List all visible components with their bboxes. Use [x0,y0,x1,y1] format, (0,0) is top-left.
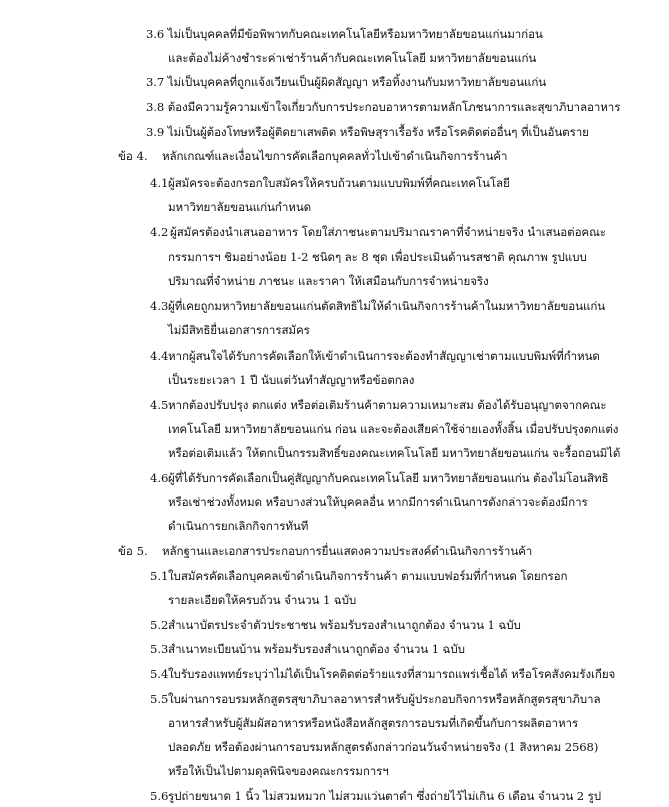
section-4-heading: หลักเกณฑ์และเงื่อนไขการคัดเลือกบุคคลทั่วไปเข้าดำเนินกิจการร้านค้า [162,149,508,163]
item-5-2-number: 5.2 [150,618,169,632]
item-4-6-line-1: ผู้ที่ได้รับการคัดเลือกเป็นคู่สัญญากับคณะเทคโนโลยี มหาวิทยาลัยขอนแก่น ต้องไม่โอนสิทธิ [168,471,609,485]
item-4-3-line-2: ไม่มีสิทธิยื่นเอกสารการสมัคร [168,323,310,337]
item-4-5-line-2: เทคโนโลยี มหาวิทยาลัยขอนแก่น ก่อน และจะต้องเสียค่าใช้จ่ายเองทั้งสิ้น เมื่อปรับปรุงตกแต่ง [168,422,619,436]
item-4-5-number: 4.5 [150,398,169,412]
item-4-2-line-3: ปริมาณที่จำหน่าย ภาชนะ และราคา ให้เสมือนกับการจำหน่ายจริง [168,274,489,288]
item-5-6-line-1: รูปถ่ายขนาด 1 นิ้ว ไม่สวมหมวก ไม่สวมแว่นตาดำ ซึ่งถ่ายไว้ไม่เกิน 6 เดือน จำนวน 2 รูป [168,789,602,803]
section-4-number: ข้อ 4. [118,149,148,163]
item-5-1-line-1: ใบสมัครคัดเลือกบุคคลเข้าดำเนินกิจการร้านค้า ตามแบบฟอร์มที่กำหนด โดยกรอก [168,569,568,583]
section-5-number: ข้อ 5. [118,544,148,558]
item-3-9: 3.9 ไม่เป็นผู้ต้องโทษหรือผู้ติดยาเสพติด หรือพิษสุราเรื้อรัง หรือโรคติดต่ออื่นๆ ที่เป็นอันตราย [146,125,589,139]
item-5-2-line-1: สำเนาบัตรประจำตัวประชาชน พร้อมรับรองสำเนาถูกต้อง จำนวน 1 ฉบับ [168,618,521,632]
item-4-1-line-1: ผู้สมัครจะต้องกรอกใบสมัครให้ครบถ้วนตามแบบพิมพ์ที่คณะเทคโนโลยี [168,176,510,190]
item-5-3-number: 5.3 [150,642,169,656]
item-5-5-line-3: ปลอดภัย หรือต้องผ่านการอบรมหลักสูตรดังกล่าวก่อนวันจำหน่ายจริง (1 สิงหาคม 2568) [168,740,599,754]
item-4-6-line-3: ดำเนินการยกเลิกกิจการทันที [168,519,309,533]
item-4-6-number: 4.6 [150,471,169,485]
item-3-7: 3.7 ไม่เป็นบุคคลที่ถูกแจ้งเวียนเป็นผู้ผิดสัญญา หรือทิ้งงานกับมหาวิทยาลัยขอนแก่น [146,75,547,89]
item-5-4-number: 5.4 [150,667,169,681]
item-4-2-number: 4.2 [150,225,169,239]
item-5-1-number: 5.1 [150,569,169,583]
section-5-heading: หลักฐานและเอกสารประกอบการยื่นแสดงความประสงค์ดำเนินกิจการร้านค้า [162,544,533,558]
item-5-5-line-2: อาหารสำหรับผู้สัมผัสอาหารหรือหนังสือหลักสูตรการอบรมที่เกิดขึ้นกับการผลิตอาหาร [168,716,579,730]
item-4-6-line-2: หรือเช่าช่วงทั้งหมด หรือบางส่วนให้บุคคลอื่น หากมีการดำเนินการดังกล่าวจะต้องมีการ [168,495,588,509]
item-5-5-line-4: หรือให้เป็นไปตามดุลพินิจของคณะกรรมการฯ [168,764,389,778]
item-4-5-line-3: หรือต่อเติมแล้ว ให้ตกเป็นกรรมสิทธิ์ของคณะเทคโนโลยี มหาวิทยาลัยขอนแก่น จะรื้อถอนมิได้ [168,446,621,460]
item-4-4-number: 4.4 [150,349,169,363]
item-4-4-line-2: เป็นระยะเวลา 1 ปี นับแต่วันทำสัญญาหรือข้อตกลง [168,373,415,387]
item-4-3-line-1: ผู้ที่เคยถูกมหาวิทยาลัยขอนแก่นตัดสิทธิไม่ให้ดำเนินกิจการร้านค้าในมหาวิทยาลัยขอนแก่น [168,299,606,313]
item-3-8: 3.8 ต้องมีความรู้ความเข้าใจเกี่ยวกับการประกอบอาหารตามหลักโภชนาการและสุขาภิบาลอาหาร [146,100,621,114]
item-4-1-number: 4.1 [150,176,169,190]
item-5-5-line-1: ใบผ่านการอบรมหลักสูตรสุขาภิบาลอาหารสำหรับผู้ประกอบกิจการหรือหลักสูตรสุขาภิบาล [168,692,601,706]
item-5-5-number: 5.5 [150,692,169,706]
item-4-2-line-1: ผู้สมัครต้องนำเสนออาหาร โดยใส่ภาชนะตามปริมาณราคาที่จำหน่ายจริง นำเสนอต่อคณะ [170,225,606,239]
item-5-3-line-1: สำเนาทะเบียนบ้าน พร้อมรับรองสำเนาถูกต้อง จำนวน 1 ฉบับ [168,642,465,656]
item-4-1-line-2: มหาวิทยาลัยขอนแก่นกำหนด [168,200,312,214]
item-3-6-line-2: และต้องไม่ค้างชำระค่าเช่าร้านค้ากับคณะเทคโนโลยี มหาวิทยาลัยขอนแก่น [168,51,537,65]
item-4-2-line-2: กรรมการฯ ชิมอย่างน้อย 1-2 ชนิดๆ ละ 8 ชุด เพื่อประเมินด้านรสชาติ คุณภาพ รูปแบบ [168,250,587,264]
item-5-4-line-1: ใบรับรองแพทย์ระบุว่าไม่ได้เป็นโรคติดต่อร้ายแรงที่สามารถแพร่เชื้อได้ หรือโรคสังคมรังเกียจ [168,667,616,681]
item-4-5-line-1: หากต้องปรับปรุง ตกแต่ง หรือต่อเติมร้านค้าตามความเหมาะสม ต้องได้รับอนุญาตจากคณะ [168,398,607,412]
item-5-1-line-2: รายละเอียดให้ครบถ้วน จำนวน 1 ฉบับ [168,593,357,607]
item-5-6-number: 5.6 [150,789,169,803]
item-4-3-number: 4.3 [150,299,169,313]
item-4-4-line-1: หากผู้สนใจได้รับการคัดเลือกให้เข้าดำเนินการจะต้องทำสัญญาเช่าตามแบบพิมพ์ที่กำหนด [168,349,600,363]
item-3-6-line-1: 3.6 ไม่เป็นบุคคลที่มีข้อพิพาทกับคณะเทคโนโลยีหรือมหาวิทยาลัยขอนแก่นมาก่อน [146,27,543,41]
